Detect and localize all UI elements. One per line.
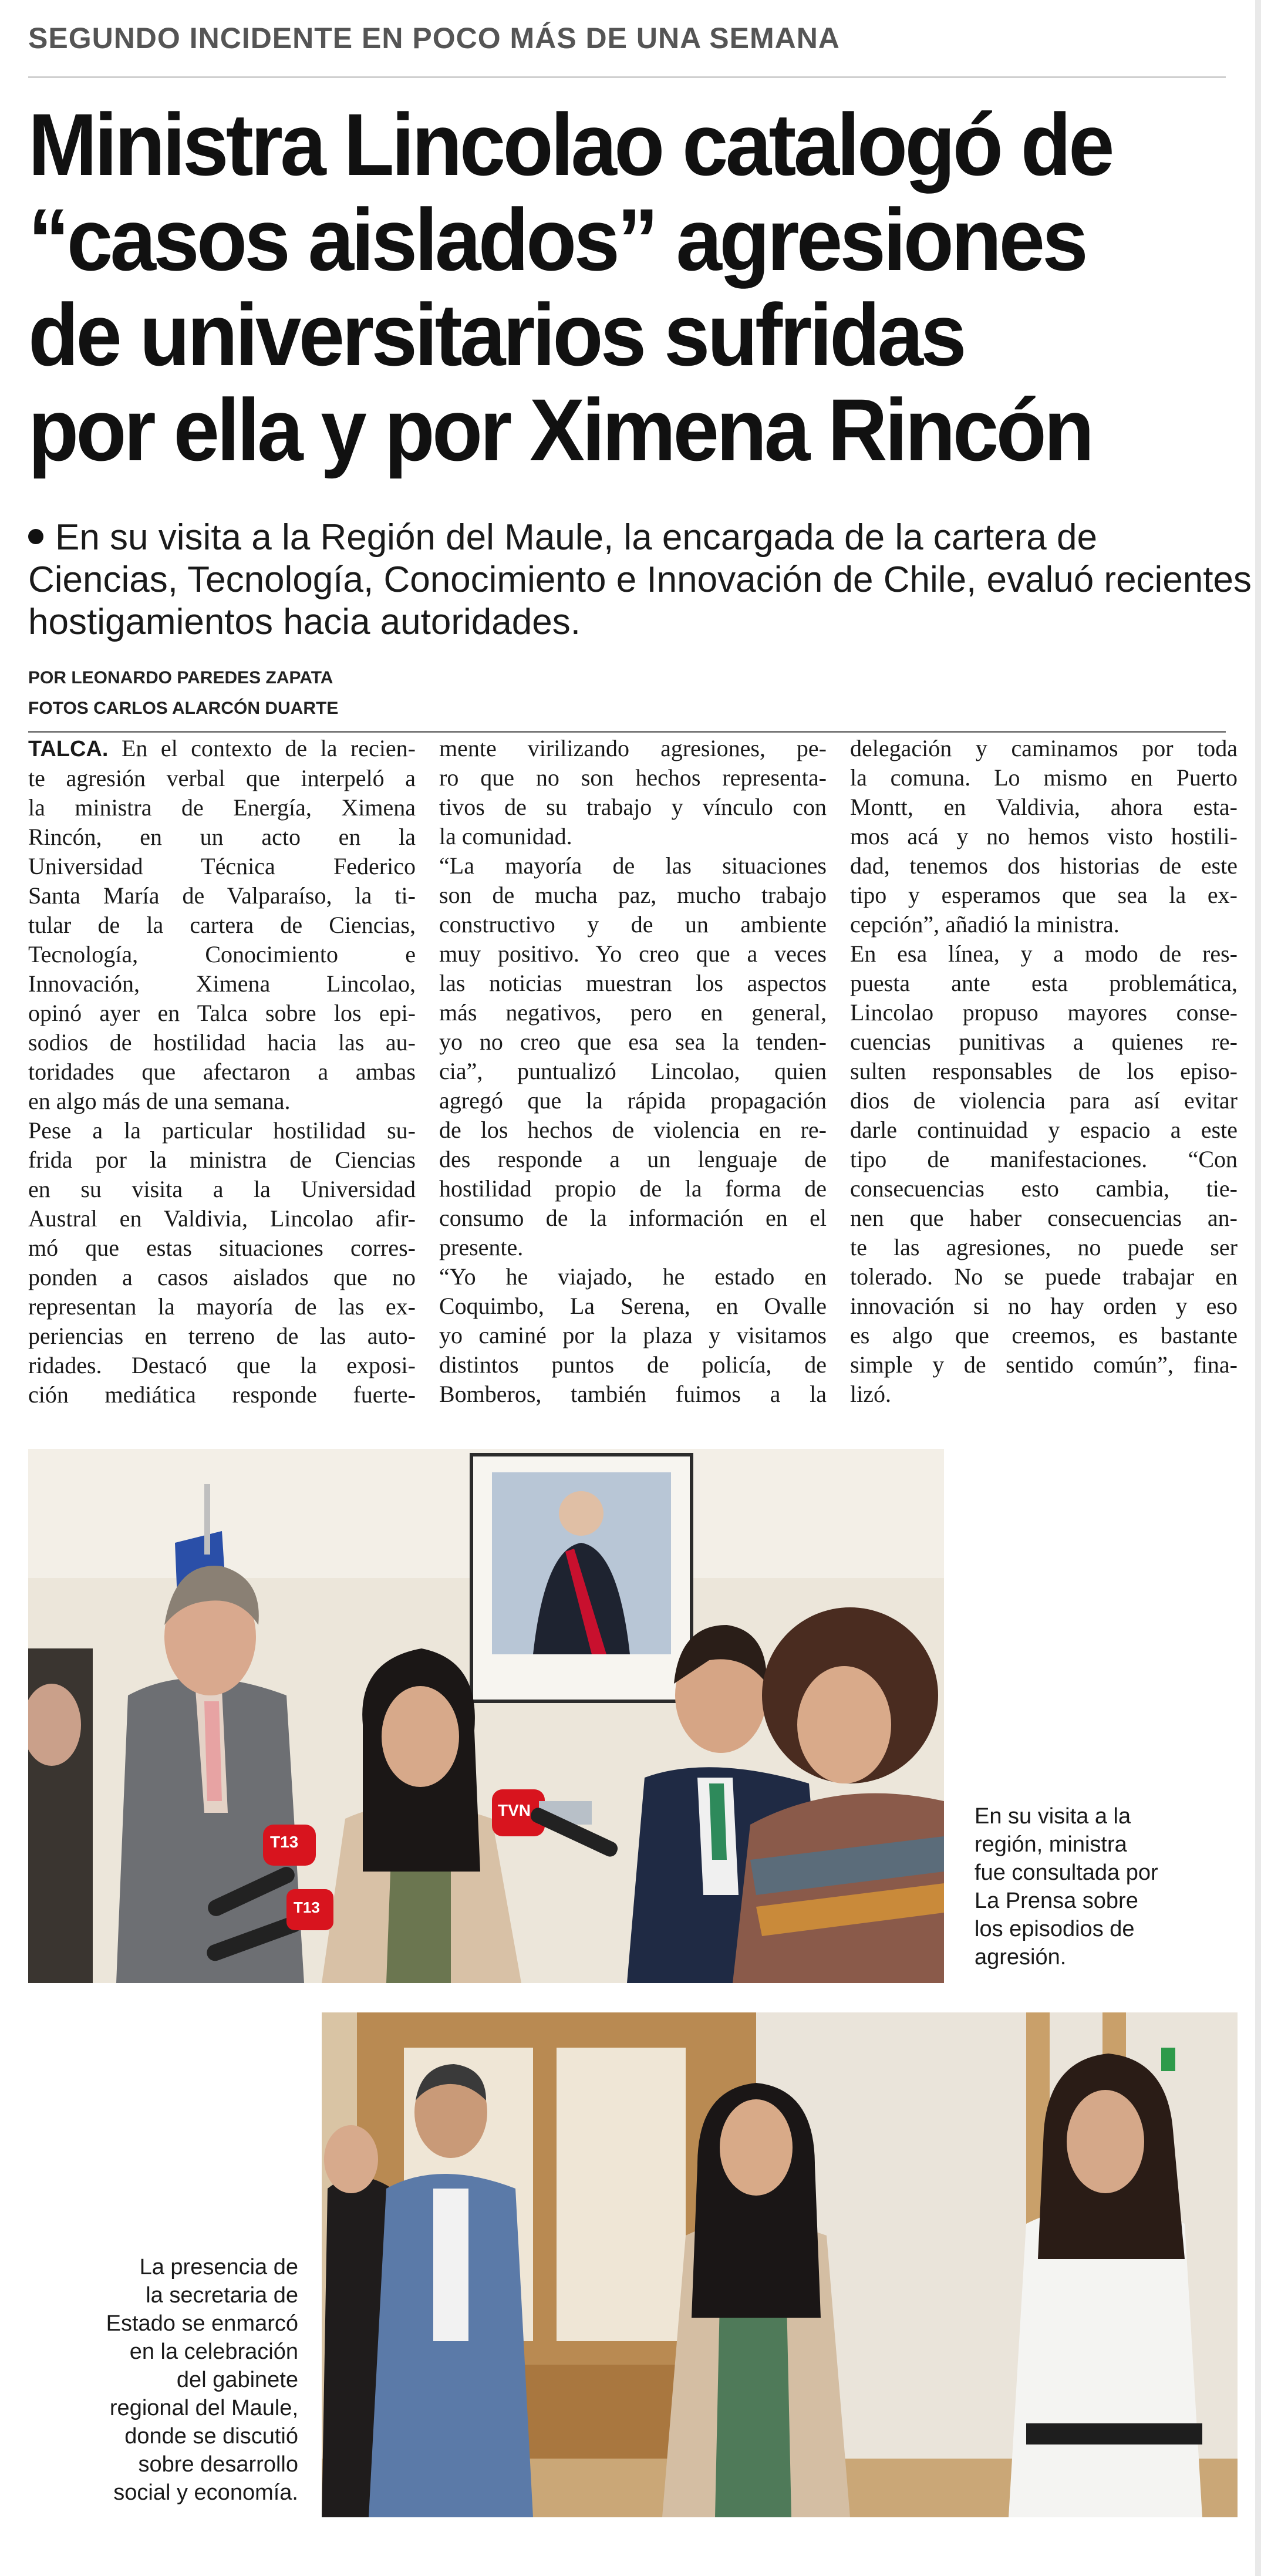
photo-gabinete-illustration	[322, 2012, 1238, 2517]
caption-line: regional del Maule,	[109, 2396, 298, 2420]
text-line: tolerado. No se puede trabajar en	[850, 1263, 1238, 1290]
photo-gabinete-regional	[322, 2012, 1238, 2517]
dek-line: hostigamientos hacia autoridades.	[28, 602, 581, 642]
text-line: Pese a la particular hostilidad su-	[28, 1117, 416, 1144]
text-fragment: En el contexto de la recien-	[108, 735, 416, 761]
article-column-1	[28, 734, 416, 1410]
text-line: yo caminé por la plaza y visitamos	[439, 1322, 827, 1348]
text-line: de los hechos de violencia en re-	[439, 1117, 827, 1143]
text-line: nen que haber consecuencias an-	[850, 1205, 1238, 1231]
text-line: simple y de sentido común”, fina-	[850, 1351, 1238, 1378]
text-line: periencias en terreno de las auto-	[28, 1323, 416, 1349]
headline-line: Ministra Lincolao catalogó de	[28, 95, 1112, 194]
text-line: la comuna. Lo mismo en Puerto	[850, 764, 1238, 791]
caption-line: los episodios de	[975, 1917, 1135, 1941]
text-line: en su visita a la Universidad	[28, 1176, 416, 1202]
text-line: presente.	[439, 1234, 524, 1260]
text-line: en algo más de una semana.	[28, 1088, 291, 1114]
kicker-rule	[28, 76, 1226, 78]
caption-line: sobre desarrollo	[138, 2452, 298, 2477]
mic-label: T13	[294, 1899, 320, 1916]
dek-line: Ciencias, Tecnología, Conocimiento e Innovación de Chile, evaluó recientes	[28, 559, 1252, 600]
caption-line: Estado se enmarcó	[106, 2311, 298, 2336]
kicker: SEGUNDO INCIDENTE EN POCO MÁS DE UNA SEMANA	[28, 22, 840, 55]
text-line	[28, 734, 416, 764]
text-line: Santa María de Valparaíso, la ti-	[28, 882, 416, 909]
caption-line: del gabinete	[176, 2368, 298, 2392]
text-line: ponden a casos aislados que no	[28, 1264, 416, 1290]
text-line: puesta ante esta problemática,	[850, 970, 1238, 996]
text-line: ción mediática responde fuerte-	[28, 1381, 416, 1408]
byline-author: POR LEONARDO PAREDES ZAPATA	[28, 668, 333, 687]
text-line: las noticias muestran los aspectos	[439, 970, 827, 996]
caption-line: fue consultada por	[975, 1860, 1158, 1885]
bullet-icon	[28, 529, 43, 544]
text-line: “Yo he viajado, he estado en	[439, 1263, 827, 1290]
text-line: toridades que afectaron a ambas	[28, 1058, 416, 1085]
headline-line: por ella y por Ximena Rincón	[28, 380, 1092, 479]
text-line: cepción”, añadió la ministra.	[850, 911, 1120, 938]
text-line: “La mayoría de las situaciones	[439, 852, 827, 879]
text-line: dios de violencia para así evitar	[850, 1087, 1238, 1114]
text-line: tivos de su trabajo y vínculo con	[439, 794, 827, 820]
text-line: consecuencias esto cambia, tie-	[850, 1175, 1238, 1202]
text-line: darle continuidad y espacio a este	[850, 1117, 1238, 1143]
photo-press-conference	[28, 1449, 944, 1983]
text-line: tipo de manifestaciones. “Con	[850, 1146, 1238, 1172]
text-line: ro que no son hechos representa-	[439, 764, 827, 791]
text-line: En esa línea, y a modo de res-	[850, 940, 1238, 967]
text-line: sulten responsables de los episo-	[850, 1058, 1238, 1084]
text-line: muy positivo. Yo creo que a veces	[439, 940, 827, 967]
text-line: opinó ayer en Talca sobre los epi-	[28, 1000, 416, 1026]
caption-line: la secretaria de	[146, 2283, 298, 2308]
caption-1	[975, 1802, 1158, 1971]
photo-press-conference-illustration	[28, 1449, 944, 1983]
text-line: des responde a un lenguaje de	[439, 1146, 827, 1172]
caption-line: donde se discutió	[124, 2424, 298, 2449]
caption-line: La Prensa sobre	[975, 1889, 1138, 1913]
text-line: la comunidad.	[439, 823, 572, 849]
text-line: mó que estas situaciones corres-	[28, 1235, 416, 1261]
caption-line: social y economía.	[113, 2480, 298, 2505]
mic-label: TVN	[498, 1801, 531, 1819]
text-line: Lincolao propuso mayores conse-	[850, 999, 1238, 1026]
text-line: tular de la cartera de Ciencias,	[28, 912, 416, 938]
text-line: hostilidad propio de la forma de	[439, 1175, 827, 1202]
text-line: es algo que creemos, es bastante	[850, 1322, 1238, 1348]
text-line: Austral en Valdivia, Lincolao afir-	[28, 1205, 416, 1232]
text-line: Innovación, Ximena Lincolao,	[28, 970, 416, 997]
text-line: Tecnología, Conocimiento e	[28, 941, 416, 967]
text-line: Bomberos, también fuimos a la	[439, 1381, 827, 1407]
text-line: son de mucha paz, mucho trabajo	[439, 882, 827, 908]
text-line: Universidad Técnica Federico	[28, 853, 416, 879]
text-line: ridades. Destacó que la exposi-	[28, 1352, 416, 1378]
byline-photos: FOTOS CARLOS ALARCÓN DUARTE	[28, 699, 339, 718]
text-line: distintos puntos de policía, de	[439, 1351, 827, 1378]
byline-rule	[28, 731, 1226, 733]
article-column-3	[850, 734, 1238, 1409]
text-line: cuencias punitivas a quienes re-	[850, 1029, 1238, 1055]
caption-line: agresión.	[975, 1945, 1067, 1970]
dek-line	[28, 517, 1238, 559]
caption-2	[28, 2253, 298, 2507]
text-line: constructivo y de un ambiente	[439, 911, 827, 938]
headline-line: “casos aislados” agresiones	[28, 190, 1086, 289]
text-line: Rincón, en un acto en la	[28, 824, 416, 850]
dek	[28, 517, 1252, 643]
text-line: la ministra de Energía, Ximena	[28, 794, 416, 821]
text-line: te agresión verbal que interpeló a	[28, 765, 416, 791]
text-line: Coquimbo, La Serena, en Ovalle	[439, 1293, 827, 1319]
dek-text: En su visita a la Región del Maule, la encargada de la cartera de	[55, 517, 1097, 558]
text-line: representan la mayoría de las ex-	[28, 1293, 416, 1320]
text-line: más negativos, pero en general,	[439, 999, 827, 1026]
text-line: sodios de hostilidad hacia las au-	[28, 1029, 416, 1056]
text-line: mente virilizando agresiones, pe-	[439, 735, 827, 761]
text-line: frida por la ministra de Ciencias	[28, 1147, 416, 1173]
headline	[28, 97, 1165, 477]
page-edge	[1255, 0, 1261, 2576]
text-line: cia”, puntualizó Lincolao, quien	[439, 1058, 827, 1084]
text-line: te las agresiones, no puede ser	[850, 1234, 1238, 1260]
text-line: tipo y esperamos que sea la ex-	[850, 882, 1238, 908]
article-column-2	[439, 734, 827, 1409]
text-line: delegación y caminamos por toda	[850, 735, 1238, 761]
caption-line: en la celebración	[129, 2339, 298, 2364]
text-line: Montt, en Valdivia, ahora esta-	[850, 794, 1238, 820]
text-line: dad, tenemos dos historias de este	[850, 852, 1238, 879]
text-line: agregó que la rápida propagación	[439, 1087, 827, 1114]
caption-line: En su visita a la	[975, 1804, 1131, 1829]
headline-line: de universitarios sufridas	[28, 285, 964, 384]
dateline: TALCA.	[28, 737, 109, 761]
text-line: consumo de la información en el	[439, 1205, 827, 1231]
caption-line: región, ministra	[975, 1832, 1127, 1857]
caption-line: La presencia de	[139, 2255, 298, 2280]
text-line: yo no creo que esa sea la tenden-	[439, 1029, 827, 1055]
text-line: innovación si no hay orden y eso	[850, 1293, 1238, 1319]
text-line: mos acá y no hemos visto hostili-	[850, 823, 1238, 849]
mic-label: T13	[270, 1833, 299, 1851]
text-line: lizó.	[850, 1381, 891, 1407]
